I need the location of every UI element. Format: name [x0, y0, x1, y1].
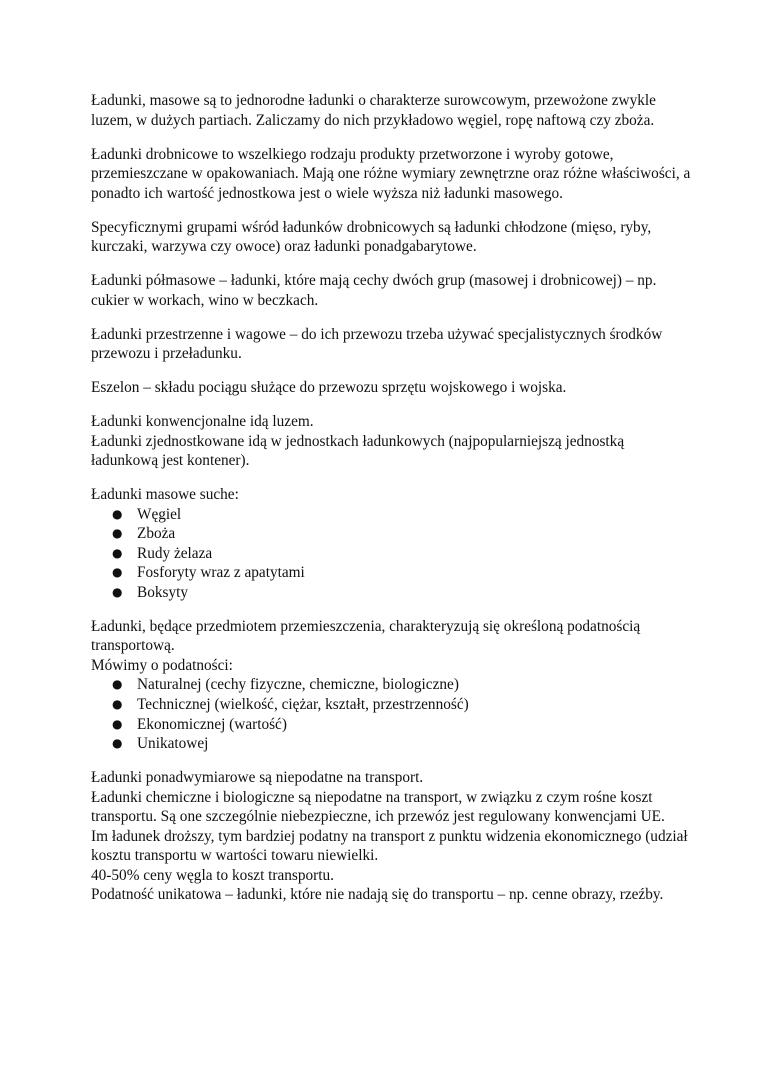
paragraph-spacer [91, 754, 691, 769]
list-item [91, 675, 691, 695]
bullet-icon: ● [112, 545, 123, 560]
bullet-icon: ● [112, 526, 123, 541]
list-item [91, 544, 691, 564]
list-item-text: Unikatowej [137, 735, 209, 753]
paragraph-conventional: Ładunki konwencjonalne idą luzem. [91, 413, 314, 430]
paragraph-spacer [91, 310, 691, 325]
susceptibility-list [91, 675, 691, 753]
dry-bulk-list [91, 505, 691, 603]
bullet-icon: ● [112, 565, 123, 580]
list-item [91, 505, 691, 525]
paragraph-chemical-biological: Ładunki chemiczne i biologiczne są niepodatne na transport, w związku z czym rośne koszt transportu. Są one szczególnie niebezpieczne, ich przewóz jest regulowany konwencjami UE. [91, 788, 665, 826]
list-heading-dry-bulk: Ładunki masowe suche: [91, 486, 239, 503]
list-item-text: Technicznej (wielkość, ciężar, kształt, przestrzenność) [137, 696, 469, 714]
list-item-text: Węgiel [137, 505, 182, 523]
paragraph-spacer [91, 398, 691, 413]
paragraph-oversized: Ładunki ponadwymiarowe są niepodatne na transport. [91, 769, 424, 787]
bullet-icon: ● [112, 677, 123, 692]
bullet-icon: ● [112, 506, 123, 521]
list-item [91, 695, 691, 715]
bullet-icon: ● [112, 716, 123, 731]
list-item [91, 715, 691, 735]
paragraph-bulk-cargo: Ładunki, masowe są to jednorodne ładunki o charakterze surowcowym, przewożone zwykle luzem, w dużych partiach. Zaliczamy do nich przykładowo węgiel, ropę naftową czy zboża. [91, 92, 656, 129]
paragraph-economic: Im ładunek droższy, tym bardziej podatny na transport z punktu widzenia ekonomicznego (udział kosztu transportu w wartości towaru niewielki. [91, 827, 688, 865]
paragraph-unique: Podatność unikatowa – ładunki, które nie nadają się do transportu – np. cenne obrazy, rzeźby. [91, 886, 664, 904]
paragraph-transport-susceptibility: Ładunki, będące przedmiotem przemieszczenia, charakteryzują się określoną podatnością transportową. [91, 617, 641, 655]
list-item-text: Boksyty [137, 583, 188, 601]
bullet-icon: ● [112, 697, 123, 712]
list-item-text: Naturalnej (cechy fizyczne, chemiczne, biologiczne) [137, 676, 459, 694]
paragraph-spatial-weight: Ładunki przestrzenne i wagowe – do ich przewozu trzeba używać specjalistycznych środków przewozu i przeładunku. [91, 325, 663, 362]
paragraph-general-cargo: Ładunki drobnicowe to wszelkiego rodzaju produkty przetworzone i wyroby gotowe, przemieszczane w opakowaniach. Mają one różne wymiary zewnętrzne oraz różne właściwości, a ponadto ich wartość jednostkowa jest o wiele wyższa niż ładunki masowego. [91, 145, 691, 202]
bullet-icon: ● [112, 736, 123, 751]
paragraph-echelon: Eszelon – składu pociągu służące do przewozu sprzętu wojskowego i wojska. [91, 379, 567, 396]
paragraph-spacer [91, 602, 691, 617]
list-item-text: Ekonomicznej (wartość) [137, 715, 287, 733]
list-item [91, 563, 691, 583]
paragraph-spacer [91, 257, 691, 272]
paragraph-spacer [91, 364, 691, 379]
paragraph-semi-bulk: Ładunki półmasowe – ładunki, które mają cechy dwóch grup (masowej i drobnicowej) – np. cukier w workach, wino w beczkach. [91, 272, 657, 309]
paragraph-spacer [91, 203, 691, 218]
paragraph-unitized: Ładunki zjednostkowane idą w jednostkach ładunkowych (najpopularniejszą jednostką ładunkową jest kontener). [91, 432, 625, 469]
list-item-text: Rudy żelaza [137, 544, 213, 562]
document-page [91, 91, 691, 905]
list-heading-susceptibility: Mówimy o podatności: [91, 656, 233, 674]
paragraph-coal-cost: 40-50% ceny węgla to koszt transportu. [91, 866, 334, 884]
list-item-text: Fosforyty wraz z apatytami [137, 564, 305, 582]
list-item [91, 734, 691, 754]
paragraph-spacer [91, 130, 691, 145]
list-item-text: Zboża [137, 525, 176, 543]
bullet-icon: ● [112, 584, 123, 599]
list-item [91, 524, 691, 544]
paragraph-special-groups: Specyficznymi grupami wśród ładunków drobnicowych są ładunki chłodzone (mięso, ryby, kurczaki, warzywa czy owoce) oraz ładunki ponadgabarytowe. [91, 218, 652, 255]
list-item [91, 583, 691, 603]
paragraph-spacer [91, 471, 691, 486]
